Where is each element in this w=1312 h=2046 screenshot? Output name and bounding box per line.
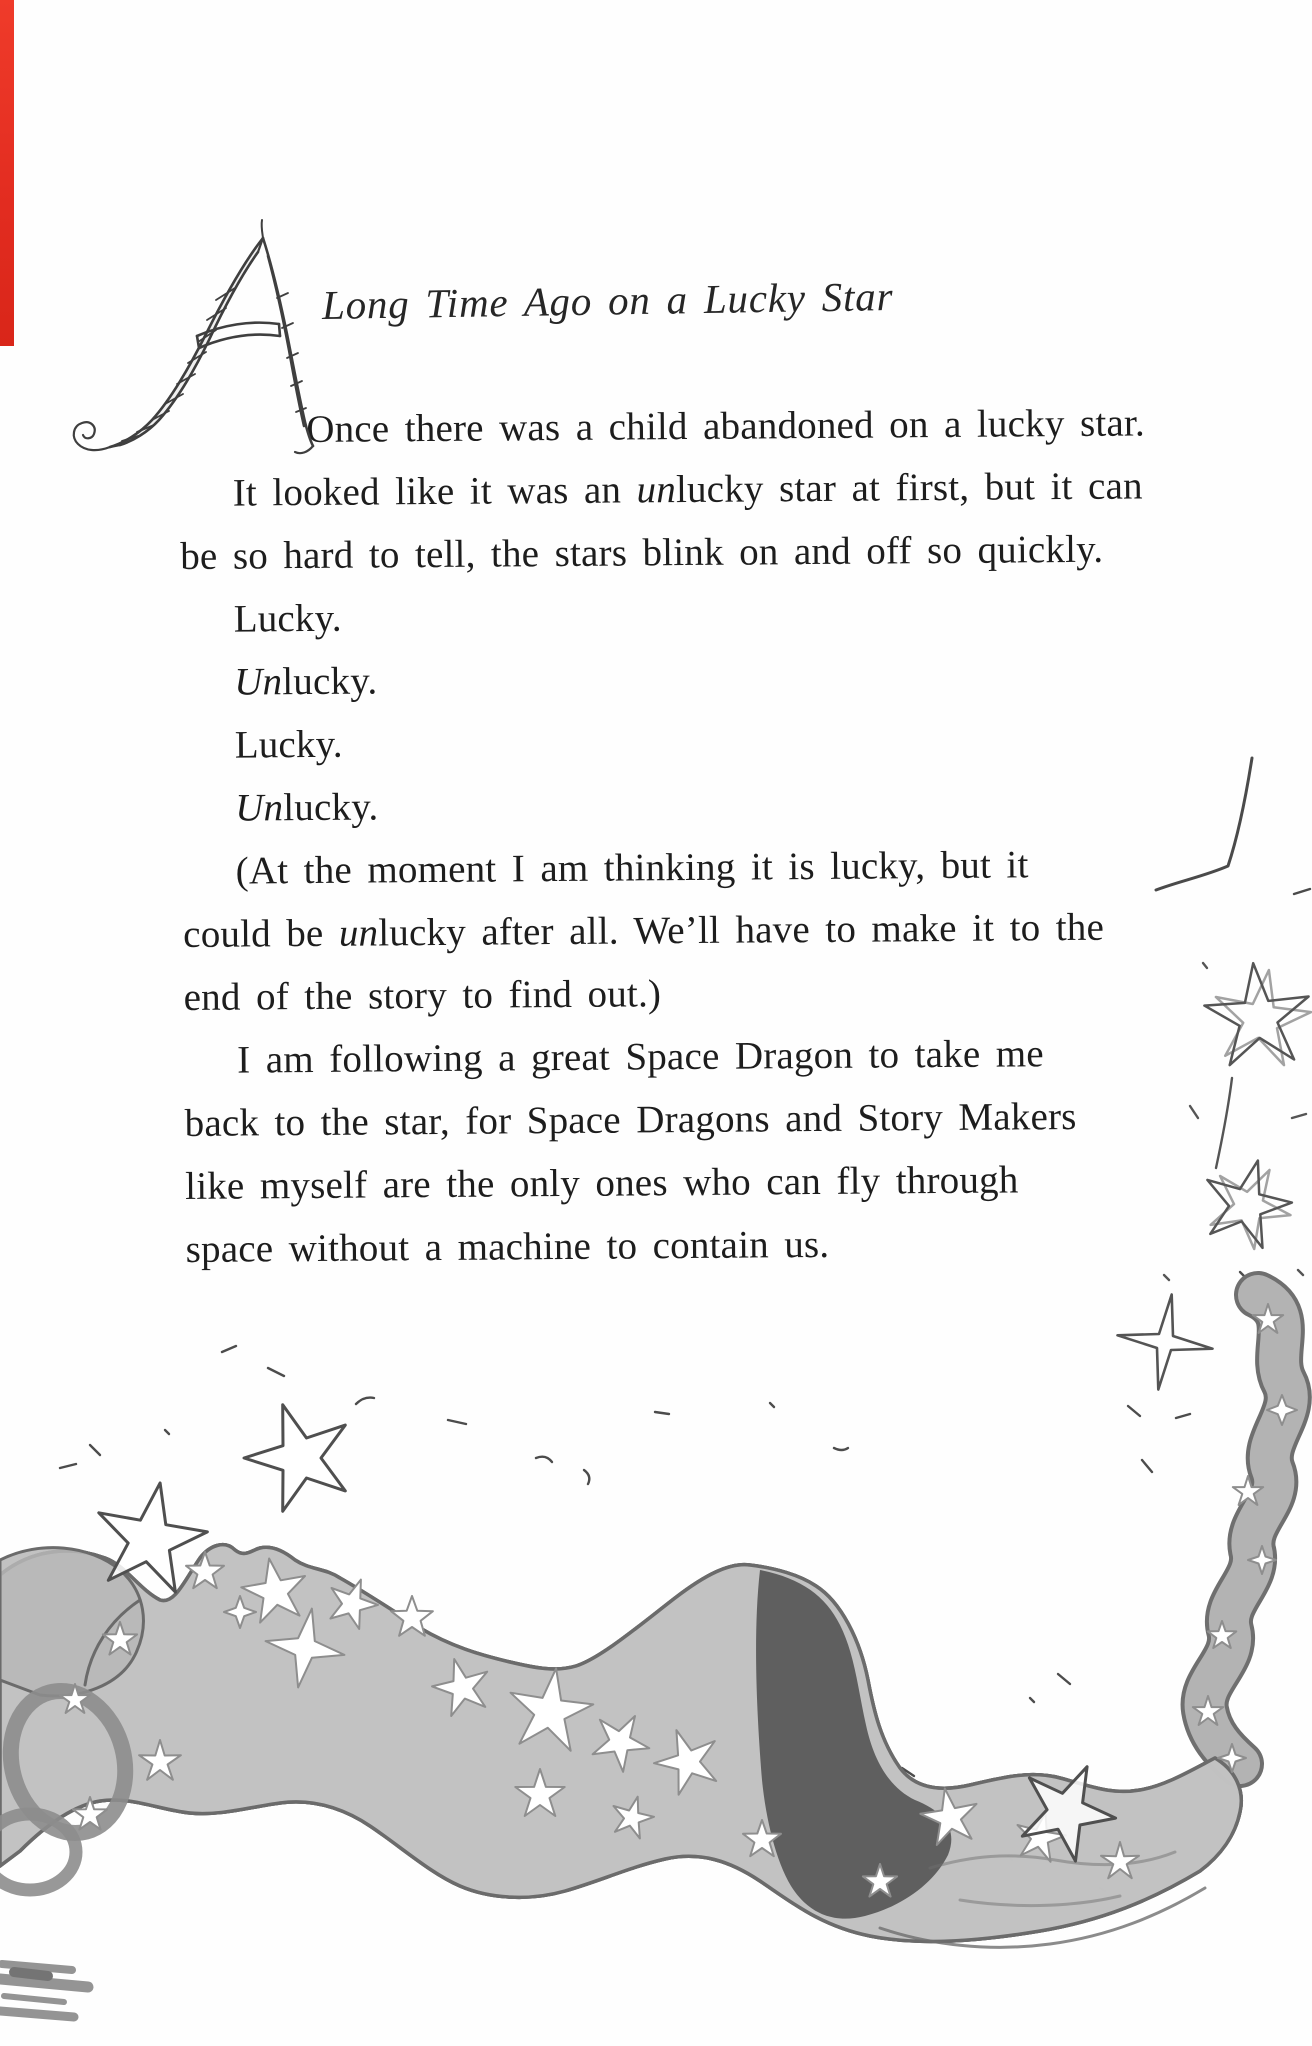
- text-segment: back to the star, for Space Dragons and Story Makers: [184, 1094, 1077, 1145]
- sparkle-icon: [1118, 1295, 1213, 1390]
- scribble-star-icon: [1216, 970, 1311, 1065]
- wave-shadow: [756, 1570, 951, 1919]
- text-segment: lucky star at first, but it can: [675, 464, 1143, 512]
- text-segment: It looked like it was an: [232, 468, 637, 515]
- scribble-star-icon: [1204, 963, 1308, 1065]
- text-segment: lucky.: [283, 785, 379, 830]
- text-segment: Un: [235, 786, 284, 830]
- starry-ribbon-wave: [0, 1272, 1297, 1947]
- ink-smudge: [0, 1964, 88, 2017]
- text-segment: un: [636, 468, 677, 512]
- outline-star-icon: [244, 1405, 345, 1512]
- text-segment: lucky after all. We’ll have to make it to the: [378, 905, 1105, 955]
- text-segment: like myself are the only ones who can fly through: [185, 1158, 1019, 1208]
- scribble-star-doodles: [1204, 963, 1311, 1249]
- text-segment: Lucky.: [233, 596, 342, 641]
- text-segment: Lucky.: [234, 722, 343, 767]
- scribble-star-icon: [1211, 1170, 1291, 1249]
- text-segment: Un: [234, 660, 283, 704]
- scribble-star-extras: [1164, 963, 1306, 1280]
- text-segment: un: [338, 911, 379, 955]
- text-segment: I am following a great Space Dragon to take me: [237, 1032, 1044, 1082]
- right-ribbon: [1205, 1295, 1288, 1764]
- comet-swoosh-doodle: [1156, 758, 1310, 894]
- scribble-star-icon: [1207, 1161, 1292, 1248]
- text-segment: (At the moment I am thinking it is lucky, but it: [235, 843, 1029, 893]
- sparkle-doodle: [1118, 1295, 1213, 1390]
- text-segment: could be: [183, 911, 340, 956]
- text-segment: Once there was a child abandoned on a lucky star.: [306, 401, 1146, 452]
- leaf-drop-cap-A: [74, 220, 313, 453]
- text-segment: be so hard to tell, the stars blink on and off so quickly.: [180, 527, 1104, 578]
- chapter-title: Long Time Ago on a Lucky Star: [321, 273, 894, 328]
- text-segment: space without a machine to contain us.: [185, 1222, 830, 1271]
- text-segment: lucky.: [282, 659, 378, 704]
- text-segment: end of the story to find out.): [183, 972, 662, 1019]
